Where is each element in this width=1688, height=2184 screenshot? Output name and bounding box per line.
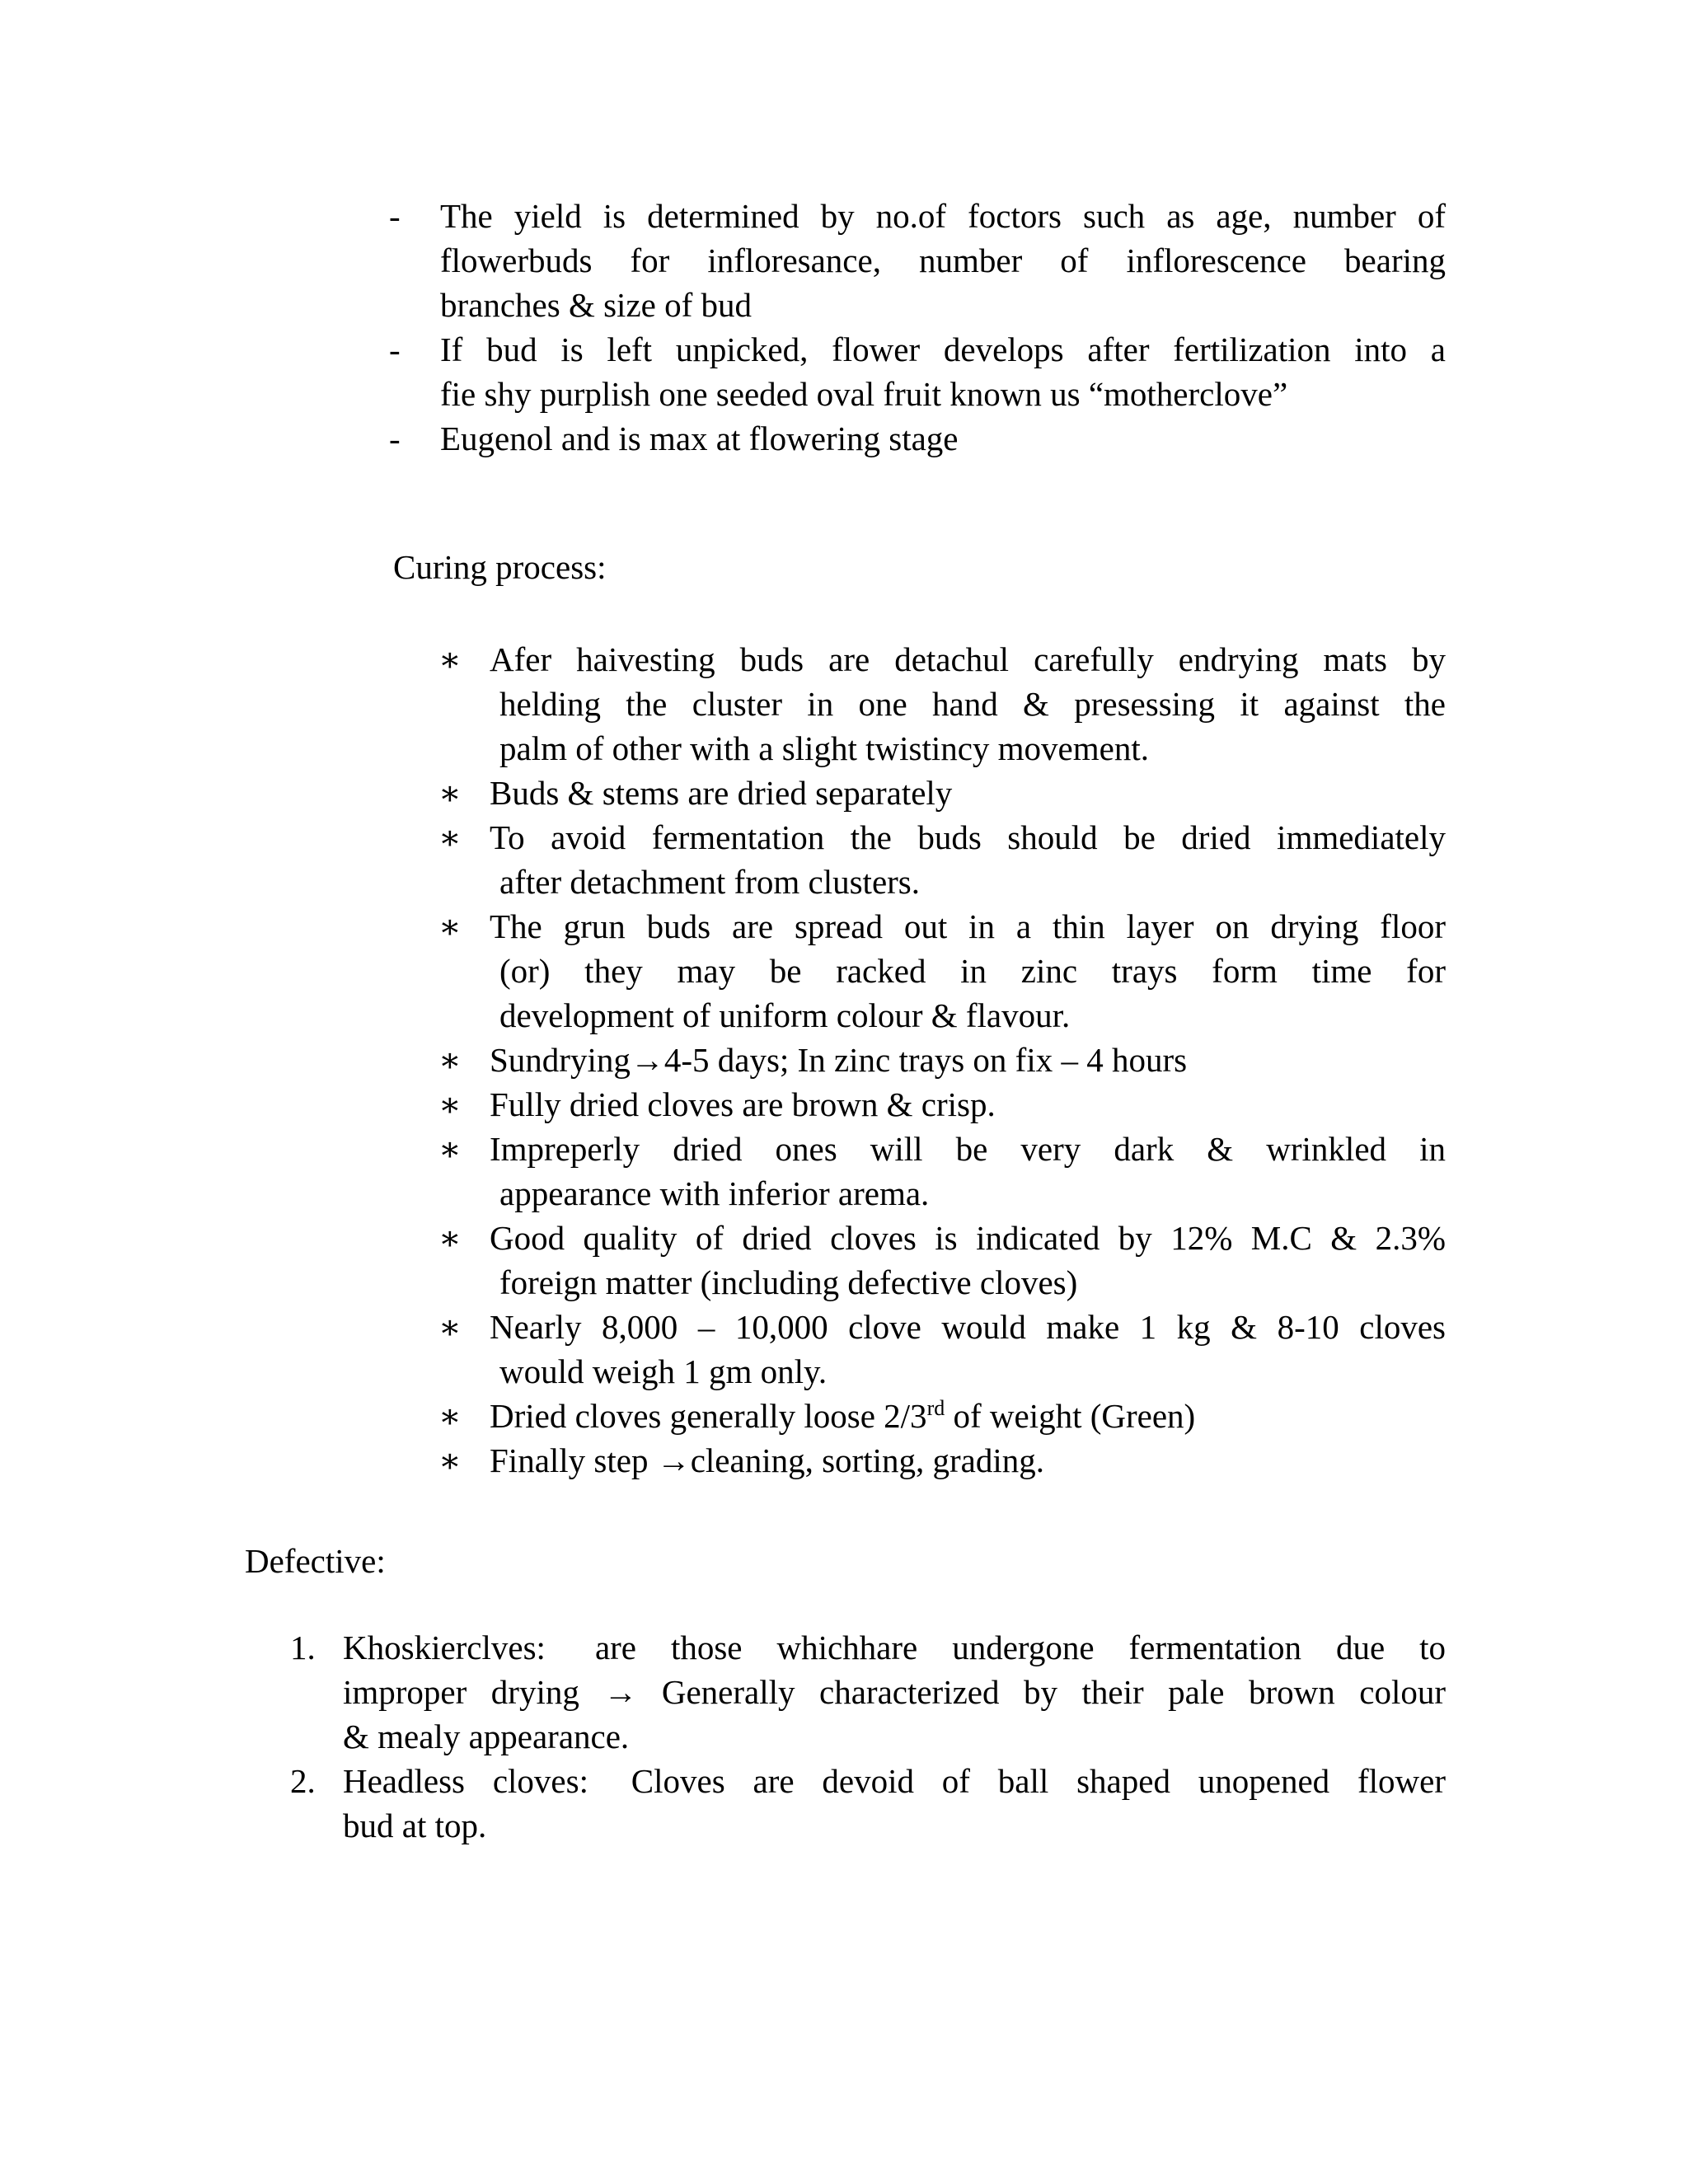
list-item	[438, 815, 1446, 904]
text-line: & mealy appearance.	[343, 1718, 630, 1755]
list-item	[438, 1127, 1446, 1216]
text-line: Buds & stems are dried separately	[490, 774, 953, 812]
superscript: rd	[926, 1396, 945, 1420]
text-line: bud at top.	[343, 1807, 487, 1844]
text-line	[343, 1625, 1446, 1670]
text-line	[490, 1394, 1446, 1438]
yield-notes-list	[389, 194, 1446, 461]
asterisk-bullet: ∗	[438, 1085, 462, 1123]
text-segment: Dried cloves generally loose 2/3	[490, 1397, 927, 1435]
asterisk-bullet: ∗	[438, 1441, 462, 1479]
list-item	[438, 637, 1446, 771]
text-line: The yield is determined by no.of foctors such as age, number of	[440, 197, 1446, 235]
text-line: after detachment from clusters.	[499, 863, 920, 901]
text-line: The grun buds are spread out in a thin layer on drying floor	[490, 907, 1446, 945]
asterisk-bullet: ∗	[438, 1219, 462, 1257]
text-line: appearance with inferior arema.	[499, 1174, 930, 1212]
text-line: fie shy purplish one seeded oval fruit known us “motherclove”	[440, 375, 1288, 413]
text-line: helding the cluster in one hand & presessing it against the	[499, 685, 1446, 723]
text-line: branches & size of bud	[440, 286, 752, 324]
dash-bullet: -	[389, 197, 401, 235]
defective-heading: Defective:	[245, 1542, 386, 1580]
text-line: would weigh 1 gm only.	[499, 1352, 828, 1390]
curing-process-heading: Curing process:	[393, 548, 607, 586]
curing-steps-list	[438, 637, 1446, 1483]
text-line: Finally step →cleaning, sorting, grading.	[490, 1441, 1044, 1479]
text-line: Afer haivesting buds are detachul carefully endrying mats by	[490, 640, 1446, 678]
text-line: Eugenol and is max at flowering stage	[440, 419, 959, 457]
list-item	[438, 1305, 1446, 1394]
text-line: Impreperly dried ones will be very dark & wrinkled in	[490, 1130, 1446, 1168]
term: Khoskierclves:	[343, 1629, 546, 1666]
list-item	[438, 1216, 1446, 1305]
defective-types-list	[290, 1625, 1446, 1848]
list-item	[438, 1082, 1446, 1127]
asterisk-bullet: ∗	[438, 1130, 462, 1168]
list-item	[290, 1759, 1446, 1848]
text-line: improper drying → Generally characterized by their pale brown colour	[343, 1673, 1446, 1711]
text-line: Nearly 8,000 – 10,000 clove would make 1 kg & 8-10 cloves	[490, 1308, 1446, 1346]
asterisk-bullet: ∗	[438, 1308, 462, 1346]
text-line: palm of other with a slight twistincy movement.	[499, 729, 1149, 767]
text-segment: Cloves are devoid of ball shaped unopened flower	[631, 1762, 1446, 1800]
text-segment: are those whichhare undergone fermentation due to	[594, 1629, 1447, 1666]
item-number: 2.	[290, 1762, 316, 1800]
list-item	[389, 416, 1446, 461]
dash-bullet: -	[389, 330, 401, 368]
list-item	[438, 771, 1446, 815]
text-line: (or) they may be racked in zinc trays form time for	[499, 952, 1446, 990]
list-item	[389, 194, 1446, 327]
asterisk-bullet: ∗	[438, 1041, 462, 1079]
list-item	[438, 904, 1446, 1038]
text-line: Good quality of dried cloves is indicated by 12% M.C & 2.3%	[490, 1219, 1446, 1257]
list-item	[438, 1038, 1446, 1082]
list-item	[389, 327, 1446, 416]
asterisk-bullet: ∗	[438, 818, 462, 856]
text-line	[343, 1759, 1446, 1803]
text-segment: of weight (Green)	[945, 1397, 1196, 1435]
asterisk-bullet: ∗	[438, 907, 462, 945]
asterisk-bullet: ∗	[438, 1397, 462, 1435]
text-line: development of uniform colour & flavour.	[499, 996, 1071, 1034]
item-number: 1.	[290, 1629, 316, 1666]
text-line: foreign matter (including defective cloves)	[499, 1263, 1078, 1301]
text-line: flowerbuds for infloresance, number of inflorescence bearing	[440, 241, 1446, 279]
text-line: If bud is left unpicked, flower develops after fertilization into a	[440, 330, 1446, 368]
term: Headless cloves:	[343, 1762, 588, 1800]
dash-bullet: -	[389, 419, 401, 457]
text-line: Sundrying→4-5 days; In zinc trays on fix – 4 hours	[490, 1041, 1188, 1079]
text-line: Fully dried cloves are brown & crisp.	[490, 1085, 996, 1123]
asterisk-bullet: ∗	[438, 774, 462, 812]
list-item	[438, 1394, 1446, 1438]
asterisk-bullet: ∗	[438, 640, 462, 678]
list-item	[438, 1438, 1446, 1483]
list-item	[290, 1625, 1446, 1759]
text-line: To avoid fermentation the buds should be dried immediately	[490, 818, 1446, 856]
